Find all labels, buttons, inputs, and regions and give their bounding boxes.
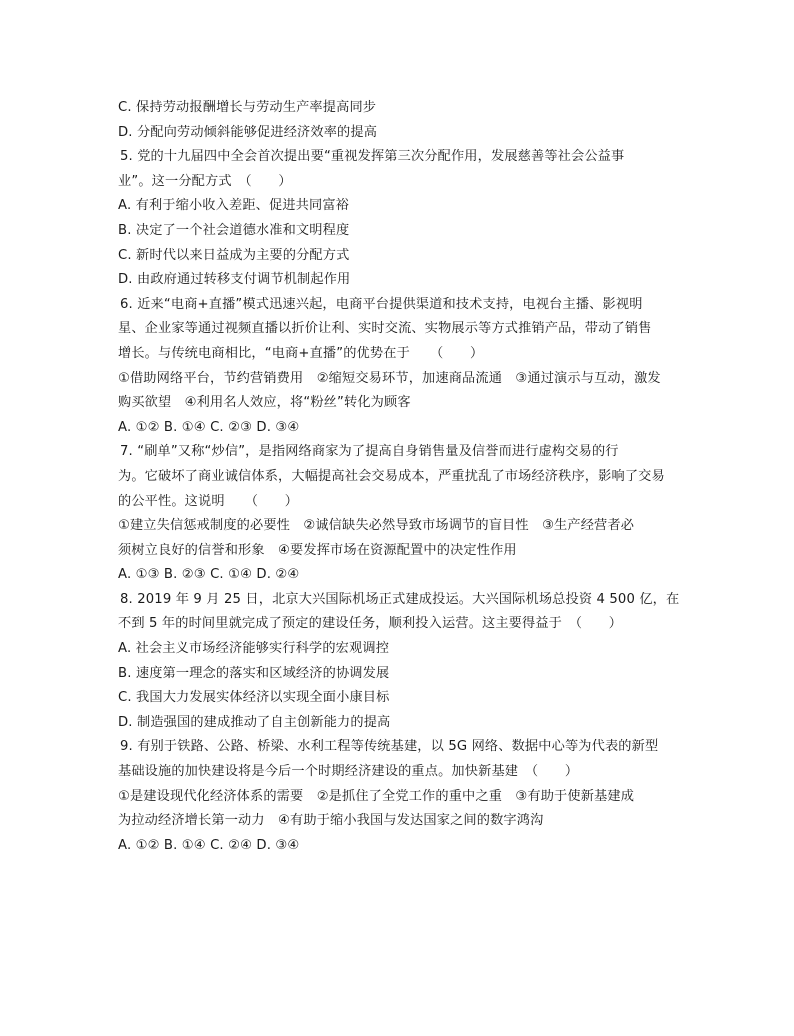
document-page xyxy=(118,96,688,858)
q6-answer-options: A. ①② B. ①④ C. ②③ D. ③④ xyxy=(118,419,300,435)
q6-stem-line-2: 星、企业家等通过视频直播以折价让利、实时交流、实物展示等方式推销产品，带动了销售 xyxy=(118,321,652,337)
q9-statements-line-2: 为拉动经济增长第一动力 ④有助于缩小我国与发达国家之间的数字鸿沟 xyxy=(118,813,544,829)
q7-stem-line-3: 的公平性。这说明 （ ） xyxy=(118,493,299,509)
q9-answer-options: A. ①② B. ①④ C. ②④ D. ③④ xyxy=(118,837,300,853)
q4-option-c: C. 保持劳动报酬增长与劳动生产率提高同步 xyxy=(118,100,377,115)
q6-statements-line-2: 购买欲望 ④利用名人效应，将“粉丝”转化为顾客 xyxy=(118,395,411,411)
q6-statements-line-1: ①借助网络平台，节约营销费用 ②缩短交易环节，加速商品流通 ③通过演示与互动，激发 xyxy=(118,370,661,386)
q8-option-c: C. 我国大力发展实体经济以实现全面小康目标 xyxy=(118,690,390,706)
q8-option-d: D. 制造强国的建成推动了自主创新能力的提高 xyxy=(118,714,391,730)
q7-statements-line-1: ①建立失信惩戒制度的必要性 ②诚信缺失必然导致市场调节的盲目性 ③生产经营者必 xyxy=(118,518,635,534)
q9-statements-line-1: ①是建设现代化经济体系的需要 ②是抓住了全党工作的重中之重 ③有助于使新基建成 xyxy=(118,788,635,804)
q8-stem-line-2: 不到 5 年的时间里就完成了预定的建设任务，顺利投入运营。这主要得益于 （ ） xyxy=(118,616,623,632)
q8-option-a: A. 社会主义市场经济能够实行科学的宏观调控 xyxy=(118,641,390,657)
q4-option-d: D. 分配向劳动倾斜能够促进经济效率的提高 xyxy=(118,124,378,140)
q5-option-a: A. 有利于缩小收入差距、促进共同富裕 xyxy=(118,198,350,214)
q7-stem-line-1: 7. “刷单”又称“炒信”，是指网络商家为了提高自身销售量及信誉而进行虚构交易的行 xyxy=(120,444,619,460)
q6-stem-line-3: 增长。与传统电商相比，“电商+直播”的优势在于 （ ） xyxy=(118,345,484,361)
q6-stem-line-1: 6. 近来“电商+直播”模式迅速兴起，电商平台提供渠道和技术支持，电视台主播、影视明 xyxy=(120,296,643,312)
q7-stem-line-2: 为。它破坏了商业诚信体系，大幅提高社会交易成本，严重扰乱了市场经济秩序，影响了交易 xyxy=(118,468,665,484)
q7-answer-options: A. ①③ B. ②③ C. ①④ D. ②④ xyxy=(118,567,300,583)
q5-stem-line-2: 业”。这一分配方式 （ ） xyxy=(118,173,292,189)
q8-stem-line-1: 8. 2019 年 9 月 25 日，北京大兴国际机场正式建成投运。大兴国际机场总投资 4 500 亿，在 xyxy=(120,591,680,607)
q5-option-b: B. 决定了一个社会道德水准和文明程度 xyxy=(118,222,350,238)
q5-option-d: D. 由政府通过转移支付调节机制起作用 xyxy=(118,272,351,288)
q5-option-c: C. 新时代以来日益成为主要的分配方式 xyxy=(118,247,350,263)
q7-statements-line-2: 须树立良好的信誉和形象 ④要发挥市场在资源配置中的决定性作用 xyxy=(118,542,517,558)
q8-option-b: B. 速度第一理念的落实和区域经济的协调发展 xyxy=(118,665,390,681)
q9-stem-line-2: 基础设施的加快建设将是今后一个时期经济建设的重点。加快新基建 （ ） xyxy=(118,764,579,780)
q5-stem-line-1: 5. 党的十九届四中全会首次提出要“重视发挥第三次分配作用，发展慈善等社会公益事 xyxy=(120,149,625,165)
q9-stem-line-1: 9. 有别于铁路、公路、桥梁、水利工程等传统基建，以 5G 网络、数据中心等为代表的新型 xyxy=(120,739,659,755)
